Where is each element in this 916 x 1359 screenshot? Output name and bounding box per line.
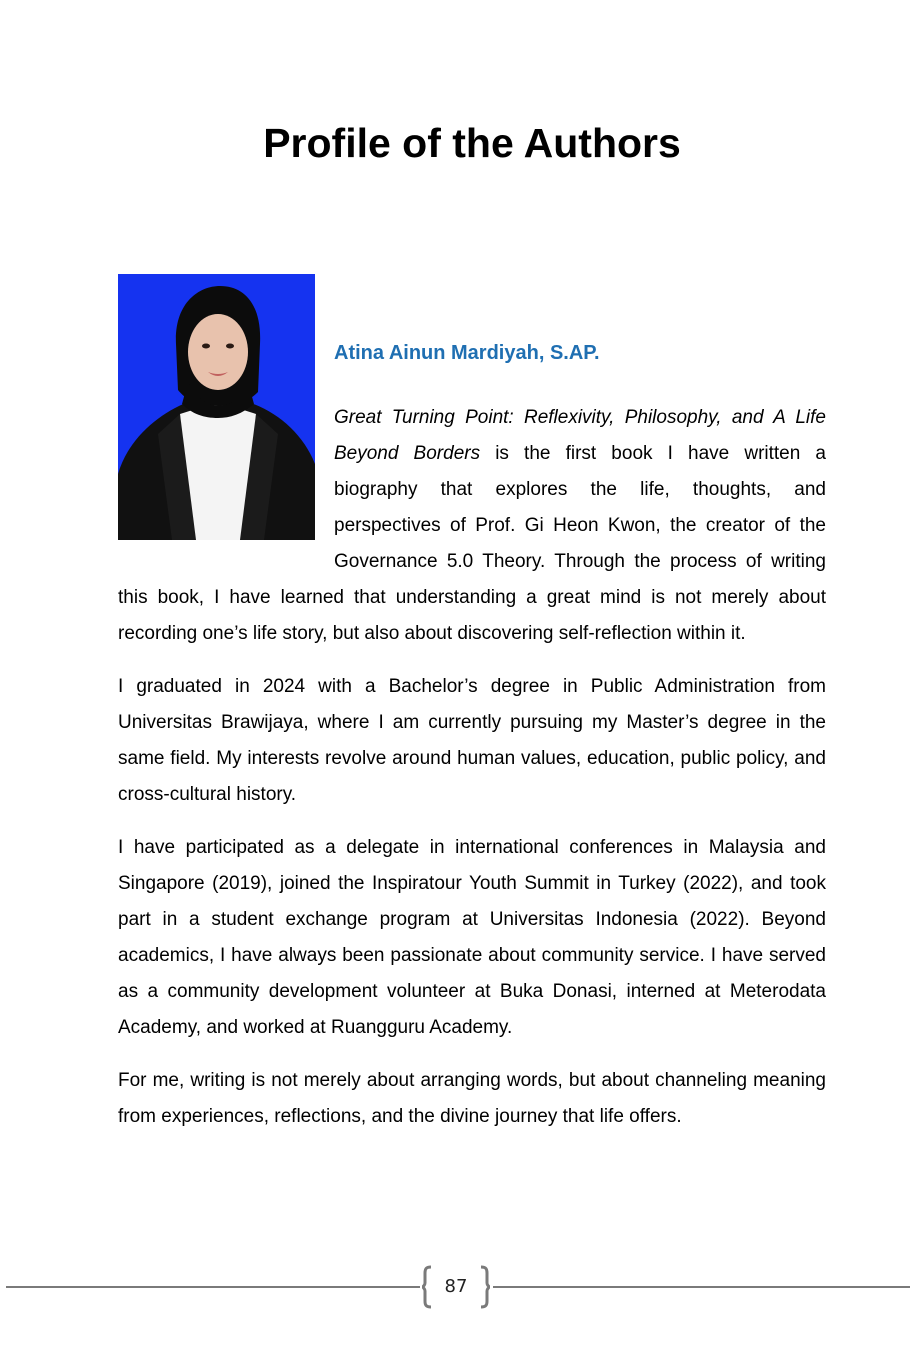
author-photo <box>118 274 315 540</box>
footer-rule-left <box>6 1286 420 1288</box>
author-name: Atina Ainun Mardiyah, S.AP. <box>334 342 600 364</box>
author-portrait-image <box>118 274 315 540</box>
footer-rule-right <box>493 1286 910 1288</box>
bio-paragraph-3: I have participated as a delegate in international conferences in Malaysia and Singapore (2019), joined the Inspiratour Youth Summit in Turkey (2022), and took part in a student exchange program at Universitas Indonesia (2022). Beyond academics, I have always been passionate about community service. I have served as a community development volunteer at Buka Donasi, interned at Meterodata Academy, and worked at Ruangguru Academy. <box>118 837 826 1038</box>
author-profile <box>118 274 826 1152</box>
bio-paragraph-4: For me, writing is not merely about arranging words, but about channeling meaning from experiences, reflections, and the divine journey that life offers. <box>118 1070 826 1127</box>
bio-paragraph-1-text: is the first book I have written a biography that explores the life, thoughts, and perspectives of Prof. Gi Heon Kwon, the creator of the Governance 5.0 Theory. Through the process of writing this book, I have learned that understanding a great mind is not merely about recording one’s life story, but also about discovering self-reflection within it. <box>118 443 826 644</box>
bio-paragraph-2: I graduated in 2024 with a Bachelor’s degree in Public Administration from Universitas Brawijaya, where I am currently pursuing my Master’s degree in the same field. My interests revolve around human values, education, public policy, and cross-cultural history. <box>118 676 826 805</box>
page-number: 87 <box>444 1276 468 1297</box>
page-number-bracket <box>422 1265 490 1309</box>
page-title: Profile of the Authors <box>263 120 681 166</box>
book-title: Great Turning Point: Reflexivity, Philosophy, and A Life Beyond Borders <box>334 407 826 464</box>
